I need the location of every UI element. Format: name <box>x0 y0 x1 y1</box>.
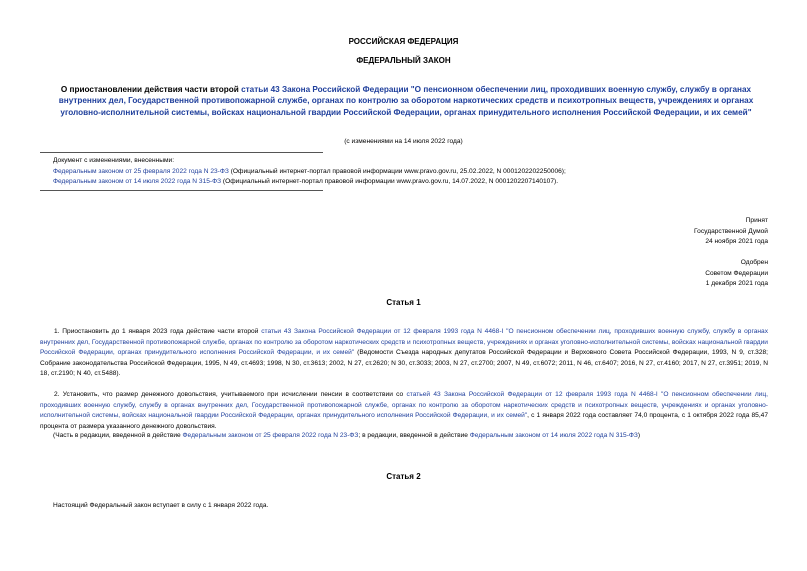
accepted-body: Государственной Думой <box>694 227 768 235</box>
note-text: (Часть в редакции, введенной в действие <box>53 432 183 439</box>
country-header: РОССИЙСКАЯ ФЕДЕРАЦИЯ <box>348 37 459 46</box>
amendment-source: (Официальный интернет-портал правовой информации www.pravo.gov.ru, 25.02.2022, N 0001202202250006); <box>228 167 566 175</box>
paragraph-text: 1. Приостановить до 1 января 2023 года действие части второй <box>54 328 262 335</box>
amendment-item <box>53 177 793 188</box>
top-divider <box>40 152 323 153</box>
article1-paragraph2 <box>40 390 768 432</box>
amendment-source: (Официальный интернет-портал правовой информации www.pravo.gov.ru, 14.07.2022, N 0001202207140107). <box>221 178 559 185</box>
accepted-date: 24 ноября 2021 года <box>705 238 768 245</box>
title-prefix: О приостановлении действия части второй <box>60 85 242 94</box>
approved-body: Советом Федерации <box>705 269 768 277</box>
amendment-link[interactable]: Федеральным законом от 14 июля 2022 года N 315-ФЗ <box>53 178 222 185</box>
edition-note: (с изменениями на 14 июля 2022 года) <box>344 138 463 145</box>
document-type: ФЕДЕРАЛЬНЫЙ ЗАКОН <box>356 56 451 65</box>
amendments-intro: Документ с изменениями, внесенными: <box>53 157 175 164</box>
approved-label: Одобрен <box>740 259 768 266</box>
amendment-item <box>53 167 793 178</box>
document-title <box>40 84 772 118</box>
article1-paragraph1 <box>40 327 768 380</box>
paragraph-text: 2. Установить, что размер денежного довольствия, учитываемого при исчислении пенсии в соответствии со <box>54 391 407 398</box>
edition-history-note <box>53 431 793 442</box>
law-link[interactable]: статьей 43 Закона Российской Федерации от 12 февраля 1993 года N 4468-I "О пенсионном обеспечении лиц, проходивших военную службу, службу в органах внутренних дел, Государственной противопожарной службе, органах по контролю за оборотом наркотических средств и психотропных веществ, учреждениях и органах уголовно-исполнительной системы, войсках национальной гвардии Российской Федерации, органах принудительного исполнения Российской Федерации, и их семей" <box>40 391 768 420</box>
title-law-link[interactable]: статьи 43 Закона Российской Федерации "О пенсионном обеспечении лиц, проходивших военную службу, службу в органах внутренних дел, Государственной противопожарной службе, органах по контролю за оборотом наркотических средств и психотропных веществ, учреждениях и органах уголовно-исполнительной системы, войсках национальной гвардии Российской Федерации, органах принудительного исполнения Российской Федерации, и их семей" <box>58 85 754 117</box>
paragraph-text: (Ведомости Съезда народных депутатов Российской Федерации и Верховного Совета Российской Федерации, 1993, N 9, ст.328; Собрание законодательства Российской Федерации, 1995, N 49, ст.4693; 1998, N 30, ст.3613; 2002, N 27, ст.2620; N 30, ст.3033; 2003, N 27, ст.2700; 2007, N 49, ст.6072; 2011, N 46, ст.6407; 2016, N 27, ст.4160; 2017, N 27, ст.3951; 2019, N 18, ст.2190; N 40, ст.5488). <box>40 349 768 378</box>
law-link[interactable]: статьи 43 Закона Российской Федерации от 12 февраля 1993 года N 4468-I "О пенсионном обеспечении лиц, проходивших военную службу, службу в органах внутренних дел, Государственной противопожарной службе, органах по контролю за оборотом наркотических средств и психотропных веществ, учреждениях и органах уголовно-исполнительной системы, войсках национальной гвардии Российской Федерации, органах принудительного исполнения Российской Федерации, и их семей" <box>40 328 768 357</box>
approved-date: 1 декабря 2021 года <box>705 280 768 287</box>
accepted-block <box>694 216 768 248</box>
approved-block <box>705 258 768 290</box>
amendment-link[interactable]: Федеральным законом от 25 февраля 2022 года N 23-ФЗ <box>53 167 229 175</box>
note-text: ) <box>637 432 641 439</box>
note-text: ; в редакции, введенной в действие <box>358 432 470 439</box>
article2-text: Настоящий Федеральный закон вступает в силу с 1 января 2022 года. <box>53 502 269 509</box>
article2-heading: Статья 2 <box>386 472 421 481</box>
accepted-label: Принят <box>745 217 768 224</box>
amendment-link[interactable]: Федеральным законом от 14 июля 2022 года N 315-ФЗ <box>469 432 638 439</box>
amendments-block <box>53 156 793 188</box>
paragraph-text: , с 1 января 2022 года составляет 74,0 процента, с 1 октября 2022 года 85,47 процента от размера указанного денежного довольствия. <box>40 412 768 430</box>
amendment-link[interactable]: Федеральным законом от 25 февраля 2022 года N 23-ФЗ <box>182 432 359 439</box>
bottom-divider <box>40 190 323 191</box>
article1-heading: Статья 1 <box>386 298 421 307</box>
